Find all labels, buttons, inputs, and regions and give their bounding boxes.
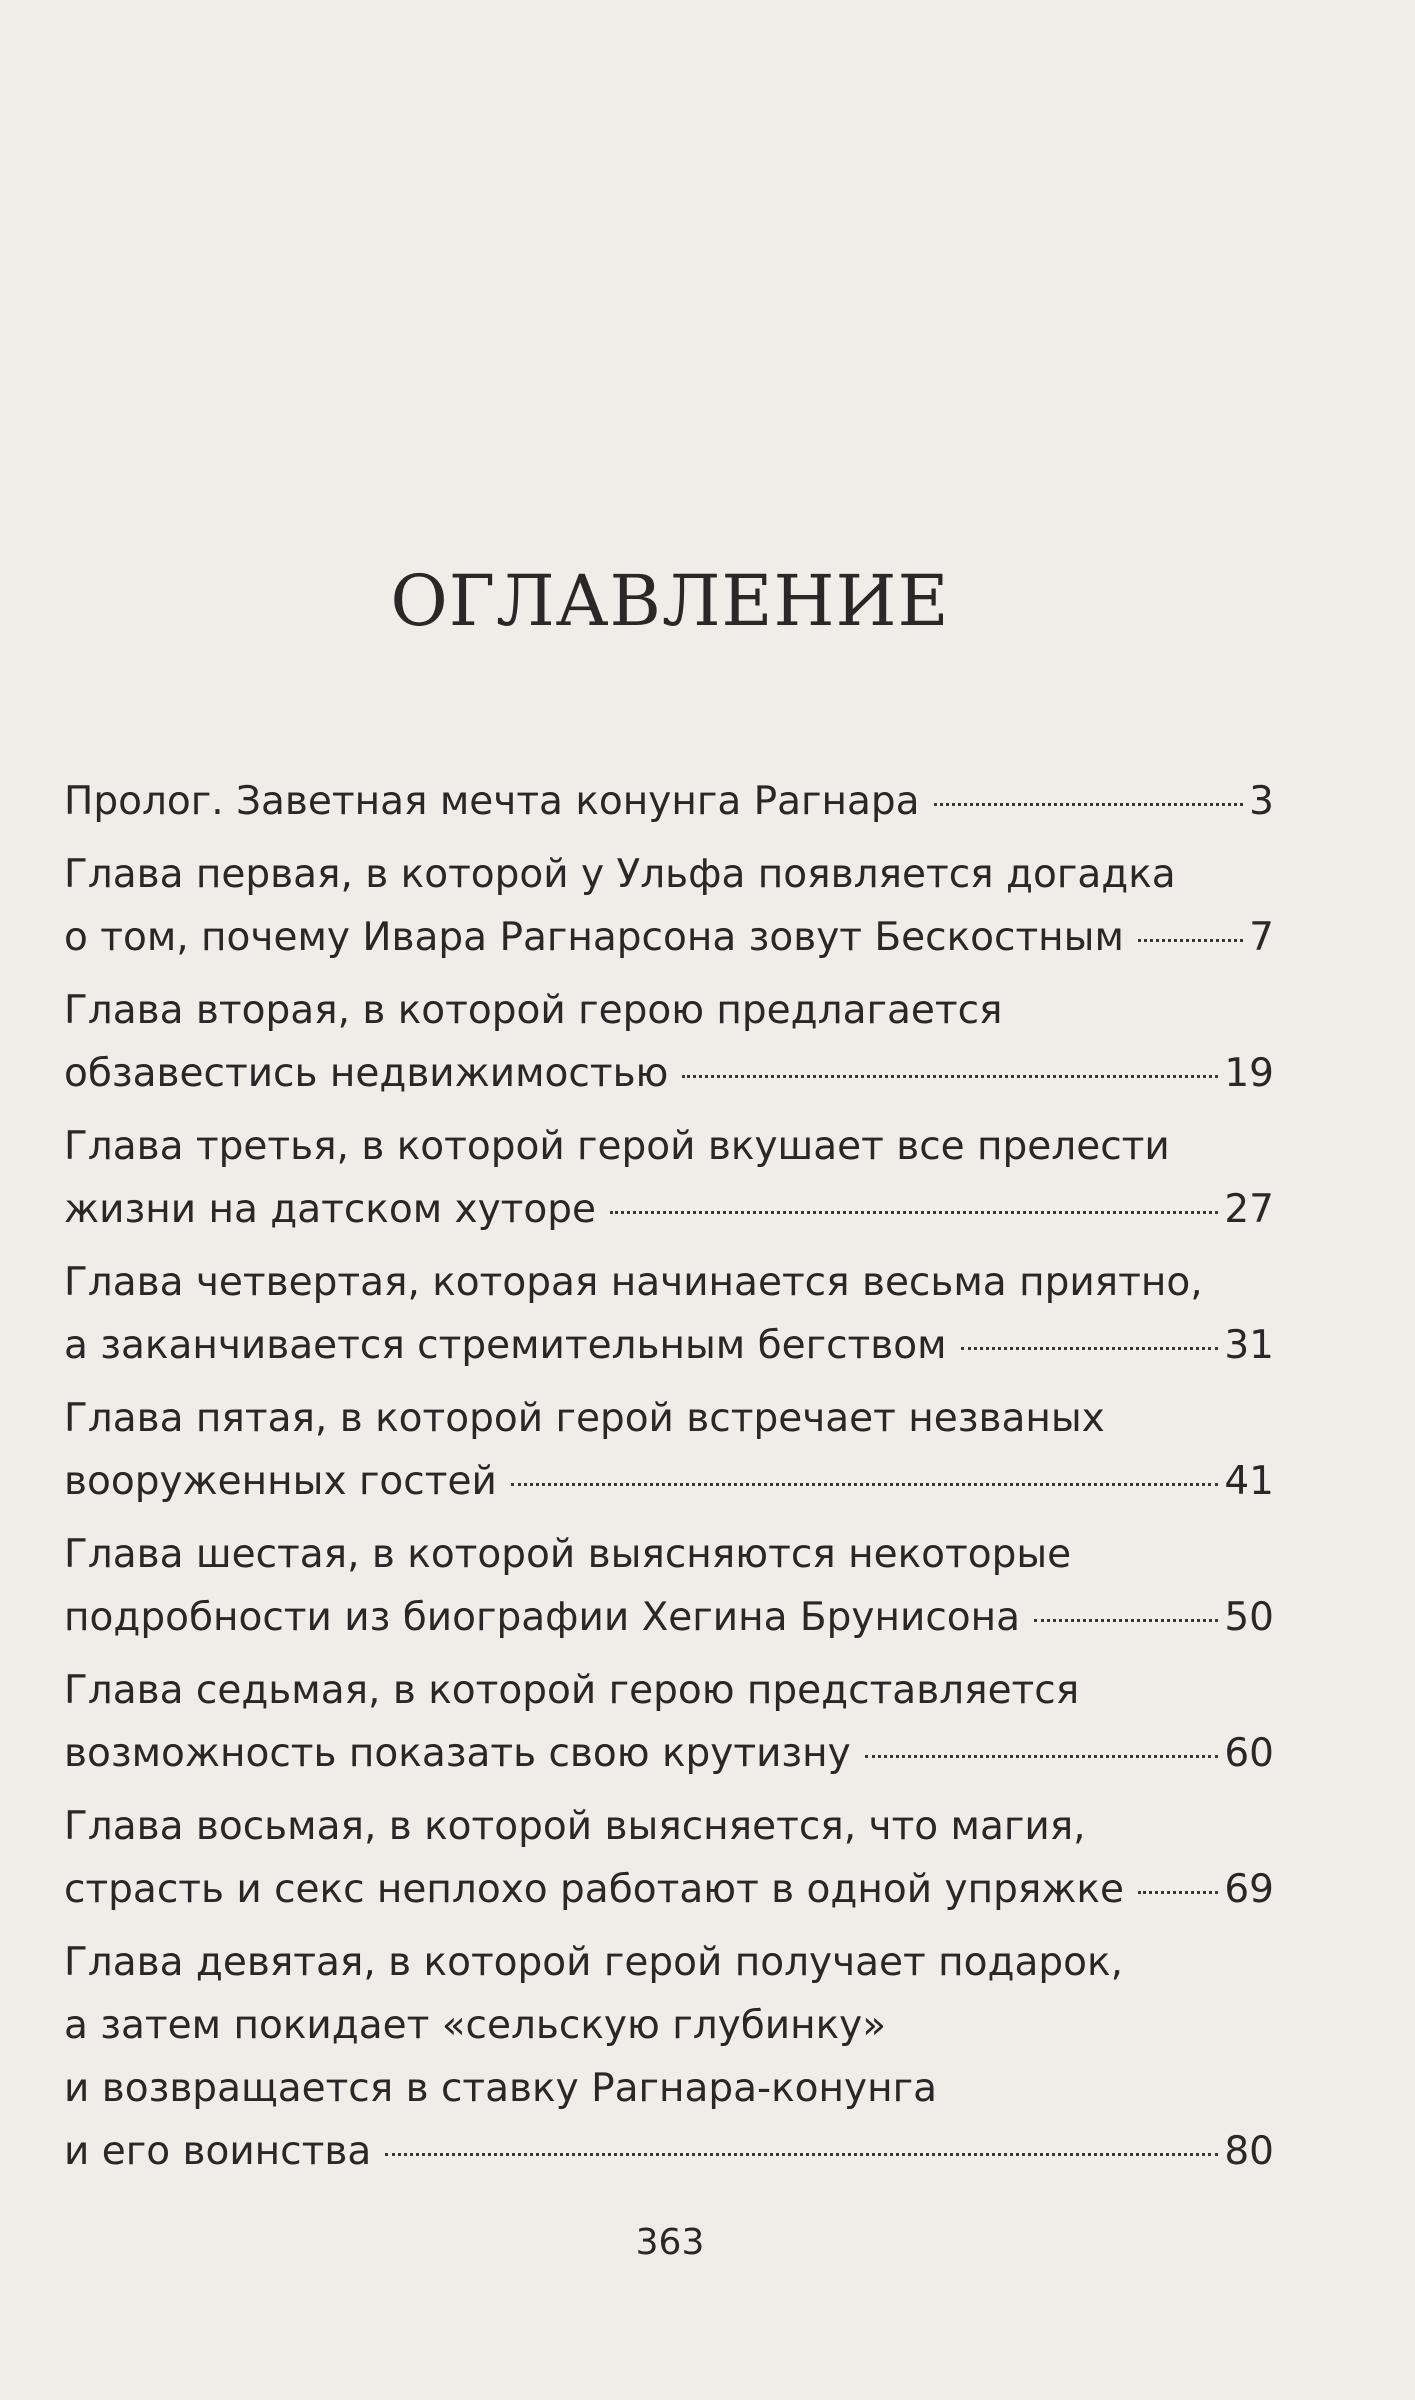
dot-leader bbox=[610, 1211, 1218, 1214]
toc-entry-line: Глава третья, в которой герой вкушает все прелести bbox=[64, 1124, 1170, 1169]
toc-entry-text: и его воинства bbox=[64, 2129, 372, 2174]
toc-entry-text: страсть и секс неплохо работают в одной упряжке bbox=[64, 1867, 1124, 1912]
toc-entry-line: Глава первая, в которой у Ульфа появляется догадка bbox=[64, 852, 1176, 897]
toc-entry-final-line bbox=[64, 1450, 1274, 1513]
toc-list bbox=[64, 770, 1274, 2193]
dot-leader bbox=[1138, 1891, 1218, 1894]
toc-entry-line: Глава вторая, в которой герою предлагается bbox=[64, 988, 1003, 1033]
toc-entry-final-line bbox=[64, 2120, 1274, 2183]
toc-entry-text: жизни на датском хуторе bbox=[64, 1187, 597, 1232]
page-number: 363 bbox=[635, 2222, 705, 2263]
toc-entry-page: 27 bbox=[1224, 1187, 1274, 1232]
dot-leader bbox=[385, 2153, 1218, 2156]
toc-entry-page: 60 bbox=[1224, 1731, 1274, 1776]
toc-entry-line: Глава девятая, в которой герой получает подарок, bbox=[64, 1940, 1123, 1985]
toc-entry[interactable] bbox=[64, 1659, 1274, 1785]
dot-leader bbox=[682, 1075, 1218, 1078]
toc-entry-line: Глава пятая, в которой герой встречает незваных bbox=[64, 1396, 1105, 1441]
toc-entry[interactable] bbox=[64, 1115, 1274, 1241]
toc-entry[interactable] bbox=[64, 979, 1274, 1105]
toc-entry-final-line bbox=[64, 1178, 1274, 1241]
toc-entry-text: возможность показать свою крутизну bbox=[64, 1731, 851, 1776]
dot-leader bbox=[934, 803, 1244, 806]
toc-entry-final-line bbox=[64, 1586, 1274, 1649]
toc-entry-line: Глава седьмая, в которой герою представляется bbox=[64, 1668, 1080, 1713]
toc-entry-line: а затем покидает «сельскую глубинку» bbox=[64, 2003, 887, 2048]
toc-entry-page: 31 bbox=[1224, 1323, 1274, 1368]
toc-entry-page: 50 bbox=[1224, 1595, 1274, 1640]
toc-entry-final-line bbox=[64, 1042, 1274, 1105]
toc-entry-text: а заканчивается стремительным бегством bbox=[64, 1323, 947, 1368]
dot-leader bbox=[1138, 939, 1243, 942]
toc-entry-page: 19 bbox=[1224, 1051, 1274, 1096]
toc-entry-final-line bbox=[64, 1722, 1274, 1785]
toc-entry-text: о том, почему Ивара Рагнарсона зовут Бескостным bbox=[64, 915, 1124, 960]
toc-entry[interactable] bbox=[64, 1931, 1274, 2183]
toc-entry[interactable] bbox=[64, 770, 1274, 833]
toc-entry-line: Глава восьмая, в которой выясняется, что магия, bbox=[64, 1804, 1086, 1849]
toc-entry-text: подробности из биографии Хегина Брунисона bbox=[64, 1595, 1021, 1640]
toc-entry-final-line bbox=[64, 1314, 1274, 1377]
toc-title: ОГЛАВЛЕНИЕ bbox=[390, 560, 950, 642]
toc-entry-page: 7 bbox=[1249, 915, 1274, 960]
toc-entry-final-line bbox=[64, 1858, 1274, 1921]
dot-leader bbox=[1034, 1619, 1218, 1622]
toc-entry-line: и возвращается в ставку Рагнара-конунга bbox=[64, 2066, 937, 2111]
toc-entry[interactable] bbox=[64, 1251, 1274, 1377]
dot-leader bbox=[961, 1347, 1219, 1350]
toc-entry-text: Пролог. Заветная мечта конунга Рагнара bbox=[64, 779, 920, 824]
toc-entry[interactable] bbox=[64, 1523, 1274, 1649]
dot-leader bbox=[511, 1483, 1219, 1486]
toc-entry-page: 80 bbox=[1224, 2129, 1274, 2174]
dot-leader bbox=[865, 1755, 1219, 1758]
toc-entry-final-line bbox=[64, 770, 1274, 833]
toc-entry-page: 41 bbox=[1224, 1459, 1274, 1504]
toc-entry-line: Глава четвертая, которая начинается весьма приятно, bbox=[64, 1260, 1203, 1305]
toc-entry-page: 3 bbox=[1249, 779, 1274, 824]
toc-entry[interactable] bbox=[64, 1387, 1274, 1513]
toc-entry[interactable] bbox=[64, 1795, 1274, 1921]
toc-entry-text: обзавестись недвижимостью bbox=[64, 1051, 669, 1096]
toc-entry-text: вооруженных гостей bbox=[64, 1459, 497, 1504]
toc-entry-page: 69 bbox=[1224, 1867, 1274, 1912]
toc-entry-line: Глава шестая, в которой выясняются некоторые bbox=[64, 1532, 1072, 1577]
toc-entry[interactable] bbox=[64, 843, 1274, 969]
toc-entry-final-line bbox=[64, 906, 1274, 969]
